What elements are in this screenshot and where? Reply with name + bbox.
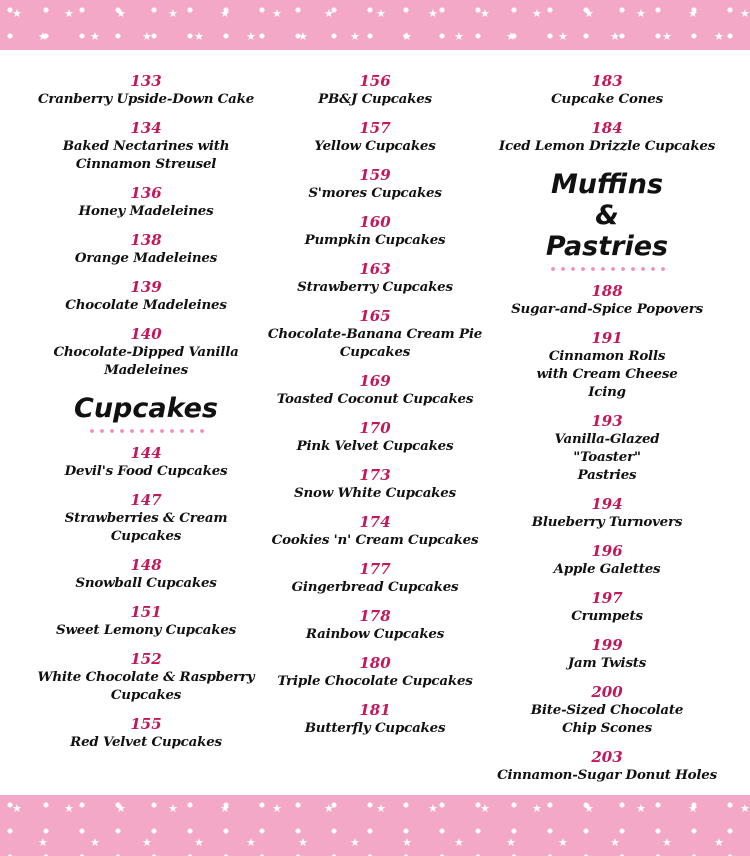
toc-entry bbox=[30, 444, 262, 480]
page-number: 193 bbox=[591, 412, 623, 430]
page-number: 180 bbox=[359, 654, 391, 672]
page-number: 178 bbox=[359, 607, 391, 625]
page-number: 156 bbox=[359, 72, 391, 90]
star-icon: ★ bbox=[558, 836, 568, 849]
star-icon: ★ bbox=[584, 802, 594, 815]
toc-entry bbox=[264, 513, 486, 549]
toc-entry bbox=[494, 412, 720, 484]
star-icon: ★ bbox=[506, 30, 516, 43]
recipe-title: S'mores Cupcakes bbox=[308, 185, 442, 201]
page-number: 136 bbox=[130, 184, 162, 202]
star-icon: ★ bbox=[636, 802, 646, 815]
star-icon: ★ bbox=[532, 7, 542, 20]
recipe-title: Crumpets bbox=[571, 608, 643, 624]
toc-entry bbox=[264, 166, 486, 202]
star-icon: ★ bbox=[324, 7, 334, 20]
page-number: 165 bbox=[359, 307, 391, 325]
star-icon: ★ bbox=[376, 7, 386, 20]
toc-column-3 bbox=[494, 72, 720, 795]
page-number: 160 bbox=[359, 213, 391, 231]
star-icon: ★ bbox=[428, 7, 438, 20]
toc-entry bbox=[30, 72, 262, 108]
star-icon: ★ bbox=[246, 836, 256, 849]
page-number: 144 bbox=[130, 444, 162, 462]
star-icon: ★ bbox=[402, 836, 412, 849]
page-number: 148 bbox=[130, 556, 162, 574]
entry-group bbox=[30, 444, 262, 751]
page-number: 169 bbox=[359, 372, 391, 390]
recipe-title: White Chocolate & Raspberry Cupcakes bbox=[37, 669, 255, 703]
recipe-title: Cinnamon-Sugar Donut Holes bbox=[497, 767, 717, 783]
star-icon: ★ bbox=[246, 30, 256, 43]
star-icon: ★ bbox=[428, 802, 438, 815]
toc-entry bbox=[264, 560, 486, 596]
recipe-title: Yellow Cupcakes bbox=[314, 138, 436, 154]
page-number: 200 bbox=[591, 683, 623, 701]
star-icon: ★ bbox=[714, 30, 724, 43]
star-icon: ★ bbox=[298, 836, 308, 849]
toc-entry bbox=[30, 715, 262, 751]
star-pattern-bottom bbox=[0, 795, 750, 856]
star-icon: ★ bbox=[350, 30, 360, 43]
star-icon: ★ bbox=[558, 30, 568, 43]
recipe-title: Snow White Cupcakes bbox=[294, 485, 456, 501]
bottom-decorative-band bbox=[0, 795, 750, 856]
recipe-title: Cranberry Upside-Down Cake bbox=[37, 91, 255, 107]
toc-entry bbox=[30, 556, 262, 592]
star-icon: ★ bbox=[194, 836, 204, 849]
toc-entry bbox=[494, 542, 720, 578]
star-icon: ★ bbox=[610, 836, 620, 849]
star-icon: ★ bbox=[324, 802, 334, 815]
star-icon: ★ bbox=[402, 30, 412, 43]
recipe-title: Gingerbread Cupcakes bbox=[291, 579, 459, 595]
recipe-title: Chocolate Madeleines bbox=[65, 297, 227, 313]
page-number: 157 bbox=[359, 119, 391, 137]
toc-entry bbox=[264, 372, 486, 408]
page-number: 155 bbox=[130, 715, 162, 733]
star-icon: ★ bbox=[12, 802, 22, 815]
star-icon: ★ bbox=[350, 836, 360, 849]
page-number: 174 bbox=[359, 513, 391, 531]
star-icon: ★ bbox=[64, 7, 74, 20]
page-number: 181 bbox=[359, 701, 391, 719]
page-number: 203 bbox=[591, 748, 623, 766]
toc-column-1 bbox=[30, 72, 262, 762]
toc-entry bbox=[264, 72, 486, 108]
section-heading-muffins-pastries: Muffins & Pastries bbox=[545, 169, 669, 262]
star-icon: ★ bbox=[12, 7, 22, 20]
star-icon: ★ bbox=[142, 836, 152, 849]
toc-entry bbox=[30, 603, 262, 639]
recipe-title: Blueberry Turnovers bbox=[531, 514, 683, 530]
recipe-title: Cookies 'n' Cream Cupcakes bbox=[271, 532, 479, 548]
star-icon: ★ bbox=[688, 7, 698, 20]
toc-entry bbox=[494, 683, 720, 737]
recipe-title: Snowball Cupcakes bbox=[75, 575, 217, 591]
star-icon: ★ bbox=[740, 7, 750, 20]
star-icon: ★ bbox=[610, 30, 620, 43]
toc-entry bbox=[494, 495, 720, 531]
star-icon: ★ bbox=[376, 802, 386, 815]
page-number: 188 bbox=[591, 282, 623, 300]
entry-group bbox=[30, 72, 262, 379]
recipe-title: Cupcake Cones bbox=[551, 91, 663, 107]
recipe-title: Strawberry Cupcakes bbox=[297, 279, 453, 295]
star-icon: ★ bbox=[506, 836, 516, 849]
page-number: 140 bbox=[130, 325, 162, 343]
page-number: 134 bbox=[130, 119, 162, 137]
toc-entry bbox=[264, 701, 486, 737]
toc-entry bbox=[264, 307, 486, 361]
recipe-title: Toasted Coconut Cupcakes bbox=[276, 391, 474, 407]
star-icon: ★ bbox=[272, 7, 282, 20]
star-icon: ★ bbox=[532, 802, 542, 815]
toc-entry bbox=[264, 607, 486, 643]
page-number: 159 bbox=[359, 166, 391, 184]
toc-entry bbox=[264, 213, 486, 249]
star-icon: ★ bbox=[220, 7, 230, 20]
toc-entry bbox=[30, 491, 262, 545]
star-icon: ★ bbox=[298, 30, 308, 43]
recipe-title: Strawberries & Cream Cupcakes bbox=[64, 510, 228, 544]
page-number: 170 bbox=[359, 419, 391, 437]
star-icon: ★ bbox=[480, 7, 490, 20]
star-icon: ★ bbox=[272, 802, 282, 815]
page-number: 184 bbox=[591, 119, 623, 137]
toc-entry bbox=[30, 119, 262, 173]
star-pattern-top bbox=[0, 0, 750, 50]
star-icon: ★ bbox=[454, 30, 464, 43]
toc-entry bbox=[264, 419, 486, 455]
recipe-title: Pink Velvet Cupcakes bbox=[296, 438, 454, 454]
recipe-title: PB&J Cupcakes bbox=[318, 91, 432, 107]
star-icon: ★ bbox=[220, 802, 230, 815]
toc-entry bbox=[264, 654, 486, 690]
recipe-title: Triple Chocolate Cupcakes bbox=[277, 673, 473, 689]
star-icon: ★ bbox=[714, 836, 724, 849]
recipe-title: Sweet Lemony Cupcakes bbox=[55, 622, 237, 638]
page-number: 177 bbox=[359, 560, 391, 578]
toc-entry bbox=[494, 748, 720, 784]
recipe-title: Cinnamon Rolls with Cream Cheese Icing bbox=[536, 348, 678, 400]
recipe-title: Chocolate-Dipped Vanilla Madeleines bbox=[53, 344, 239, 378]
recipe-title: Jam Twists bbox=[567, 655, 647, 671]
star-icon: ★ bbox=[662, 836, 672, 849]
recipe-title: Pumpkin Cupcakes bbox=[304, 232, 446, 248]
page-number: 139 bbox=[130, 278, 162, 296]
star-icon: ★ bbox=[64, 802, 74, 815]
page-number: 163 bbox=[359, 260, 391, 278]
star-icon: ★ bbox=[168, 7, 178, 20]
toc-entry bbox=[494, 119, 720, 155]
toc-entry bbox=[494, 329, 720, 401]
star-icon: ★ bbox=[688, 802, 698, 815]
toc-entry bbox=[494, 72, 720, 108]
star-icon: ★ bbox=[168, 802, 178, 815]
page-number: 151 bbox=[130, 603, 162, 621]
star-icon: ★ bbox=[38, 30, 48, 43]
toc-entry bbox=[264, 466, 486, 502]
page-number: 183 bbox=[591, 72, 623, 90]
page-number: 191 bbox=[591, 329, 623, 347]
star-icon: ★ bbox=[480, 802, 490, 815]
toc-entry bbox=[494, 589, 720, 625]
star-icon: ★ bbox=[454, 836, 464, 849]
star-icon: ★ bbox=[636, 7, 646, 20]
star-icon: ★ bbox=[116, 7, 126, 20]
recipe-title: Sugar-and-Spice Popovers bbox=[511, 301, 703, 317]
page-number: 197 bbox=[591, 589, 623, 607]
star-icon: ★ bbox=[740, 802, 750, 815]
section-heading-cupcakes: Cupcakes bbox=[74, 393, 218, 424]
top-decorative-band bbox=[0, 0, 750, 50]
toc-column-2 bbox=[264, 72, 486, 748]
toc-entry bbox=[30, 278, 262, 314]
star-icon: ★ bbox=[38, 836, 48, 849]
page-number: 133 bbox=[130, 72, 162, 90]
recipe-title: Butterfly Cupcakes bbox=[304, 720, 446, 736]
star-icon: ★ bbox=[142, 30, 152, 43]
recipe-title: Honey Madeleines bbox=[78, 203, 214, 219]
recipe-title: Iced Lemon Drizzle Cupcakes bbox=[498, 138, 716, 154]
toc-entry bbox=[30, 650, 262, 704]
toc-entry bbox=[30, 325, 262, 379]
page-number: 147 bbox=[130, 491, 162, 509]
recipe-title: Red Velvet Cupcakes bbox=[70, 734, 222, 750]
recipe-title: Rainbow Cupcakes bbox=[305, 626, 445, 642]
toc-entry bbox=[30, 184, 262, 220]
recipe-title: Apple Galettes bbox=[553, 561, 661, 577]
dotted-divider bbox=[87, 428, 205, 434]
star-icon: ★ bbox=[116, 802, 126, 815]
page-number: 152 bbox=[130, 650, 162, 668]
toc-entry bbox=[30, 231, 262, 267]
recipe-title: Orange Madeleines bbox=[74, 250, 218, 266]
page-number: 138 bbox=[130, 231, 162, 249]
star-icon: ★ bbox=[194, 30, 204, 43]
toc-entry bbox=[494, 282, 720, 318]
page-number: 173 bbox=[359, 466, 391, 484]
page-number: 194 bbox=[591, 495, 623, 513]
star-icon: ★ bbox=[90, 836, 100, 849]
toc-entry bbox=[264, 119, 486, 155]
recipe-title: Vanilla-Glazed "Toaster" Pastries bbox=[554, 431, 660, 483]
recipe-title: Bite-Sized Chocolate Chip Scones bbox=[530, 702, 684, 736]
toc-entry bbox=[264, 260, 486, 296]
recipe-title: Chocolate-Banana Cream Pie Cupcakes bbox=[267, 326, 483, 360]
star-icon: ★ bbox=[584, 7, 594, 20]
page-number: 199 bbox=[591, 636, 623, 654]
page-number: 196 bbox=[591, 542, 623, 560]
toc-entry bbox=[494, 636, 720, 672]
recipe-title: Baked Nectarines with Cinnamon Streusel bbox=[62, 138, 230, 172]
recipe-title: Devil's Food Cupcakes bbox=[64, 463, 228, 479]
dotted-divider bbox=[548, 266, 666, 272]
star-icon: ★ bbox=[662, 30, 672, 43]
star-icon: ★ bbox=[90, 30, 100, 43]
